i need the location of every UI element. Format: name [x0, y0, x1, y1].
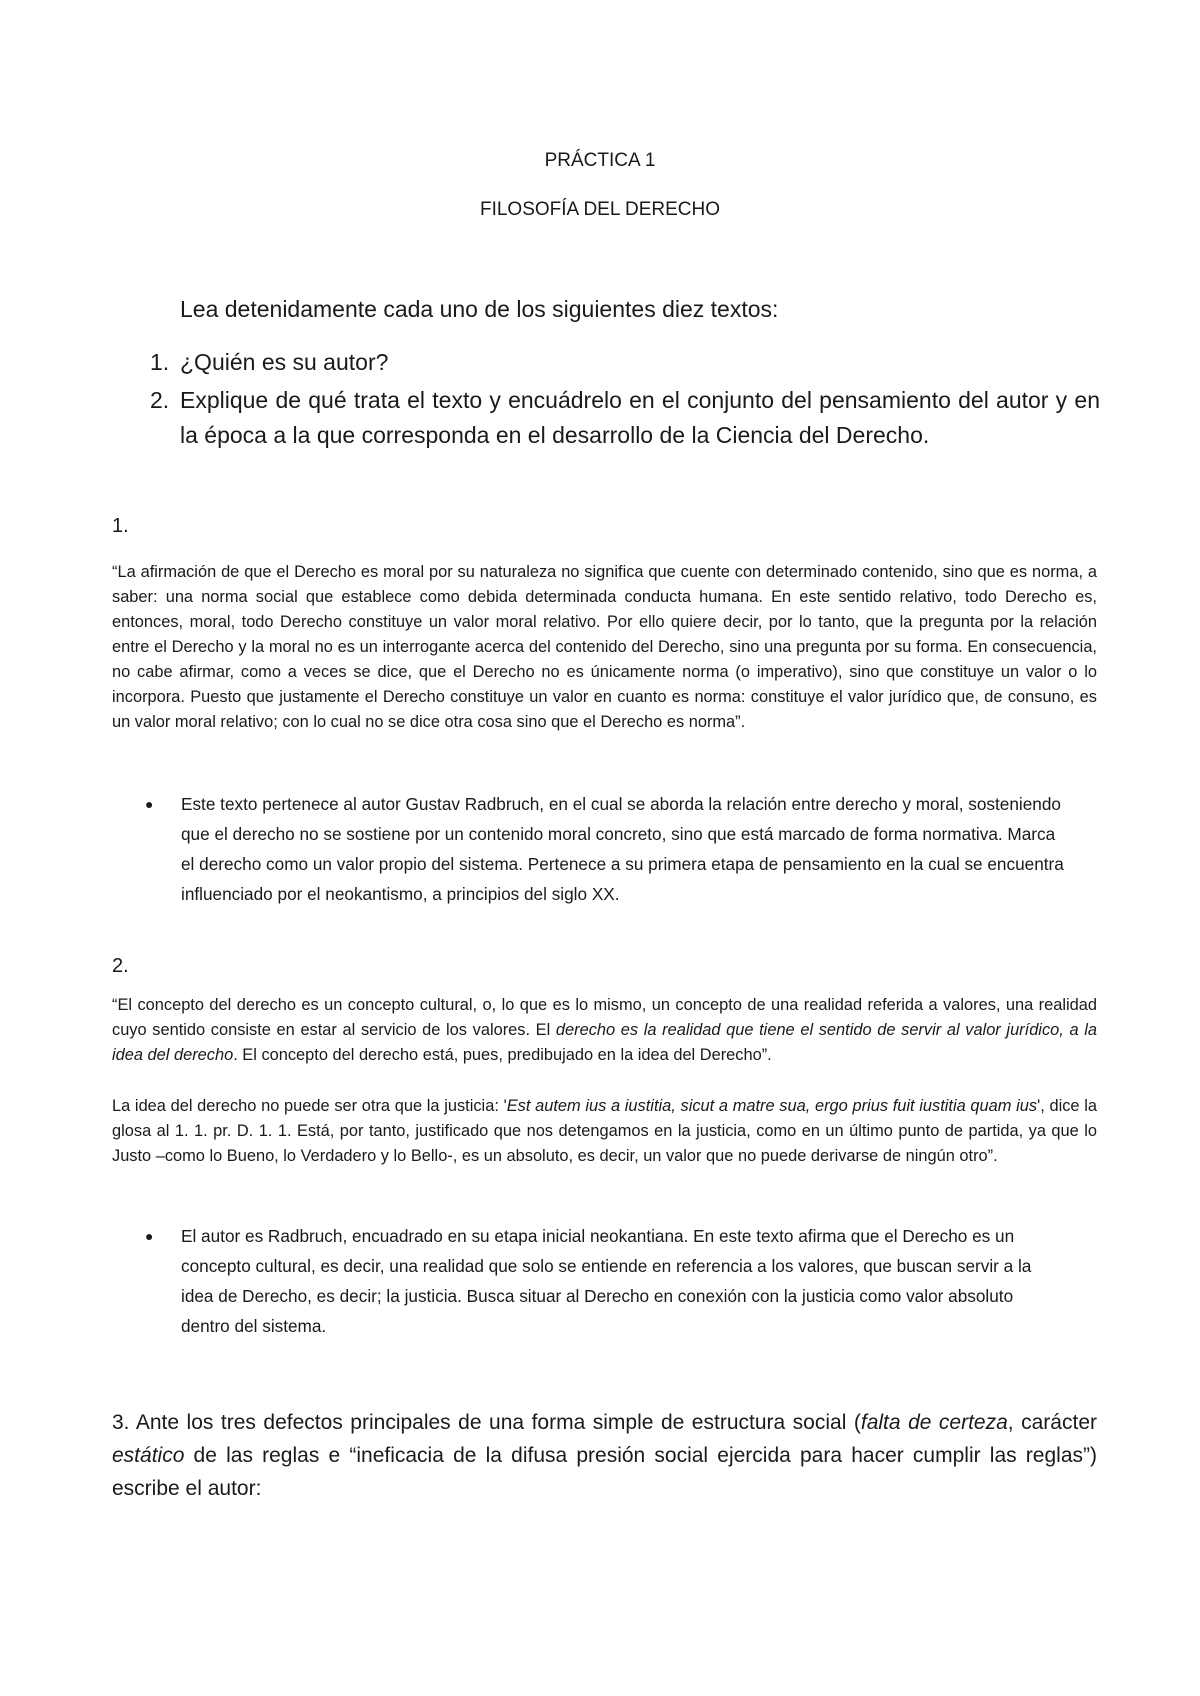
- section-2-quote: [112, 993, 1097, 1068]
- quote-text: “El concepto del derecho es un concepto cultural, o, lo que es lo mismo, un concepto de una realidad referida a valores, una realidad cuyo sentido consiste en estar al servicio de los valores. El: [112, 996, 1097, 1039]
- latin-quote: Est autem ius a iustitia, sicut a matre sua, ergo prius fuit iustitia quam ius: [506, 1097, 1038, 1115]
- section-2-answer: [145, 1221, 1065, 1341]
- question-item: [150, 345, 1100, 380]
- section-2-quote-continued: [112, 1094, 1097, 1169]
- section-3-heading: [112, 1406, 1097, 1505]
- section-2-answer-text: El autor es Radbruch, encuadrado en su etapa inicial neokantiana. En este texto afirma que el Derecho es un concepto cultural, es decir, una realidad que solo se entiende en referencia a los valores, que buscan servir a la idea de Derecho, es decir; la justicia. Busca situar al Derecho en conexión con la justicia como valor absoluto dentro del sistema.: [181, 1226, 1032, 1336]
- bullet-icon: ●: [145, 796, 154, 812]
- page-subtitle: FILOSOFÍA DEL DERECHO: [479, 199, 720, 220]
- section-2-number: 2.: [112, 955, 129, 977]
- heading-text: de las reglas e “ineficacia de la difusa presión social ejercida para hacer cumplir las reglas”) escribe el autor:: [112, 1444, 1097, 1500]
- question-item: [150, 383, 1100, 453]
- heading-emphasis: falta de certeza: [860, 1411, 1008, 1434]
- heading-text: , carácter: [1007, 1411, 1097, 1434]
- question-number: 1.: [150, 349, 170, 375]
- heading-text: 3. Ante los tres defectos principales de una forma simple de estructura social (: [112, 1411, 861, 1434]
- instructions-intro: Lea detenidamente cada uno de los siguientes diez textos:: [180, 296, 779, 322]
- quote-emphasis: derecho es la realidad que tiene el sentido de servir al valor jurídico, a la idea del derecho: [112, 1021, 1097, 1064]
- question-text: ¿Quién es su autor?: [180, 349, 389, 375]
- section-1-number: 1.: [112, 515, 129, 537]
- quote-text: La idea del derecho no puede ser otra que la justicia: ': [112, 1097, 507, 1115]
- section-1-quote: “La afirmación de que el Derecho es moral por su naturaleza no significa que cuente con determinado contenido, sino que es norma, a saber: una norma social que establece como debida determinada conducta humana. En este sentido relativo, todo Derecho es, entonces, moral, todo Derecho constituye un valor moral relativo. Por ello quiere decir, por lo tanto, que la pregunta por la relación entre el Derecho y la moral no es un interrogante acerca del contenido del Derecho, sino una pregunta por su forma. En consecuencia, no cabe afirmar, como a veces se dice, que el Derecho no es únicamente norma (o imperativo), sino que constituye un valor o lo incorpora. Puesto que justamente el Derecho constituye un valor en cuanto es norma: constituye el valor jurídico que, de consuno, es un valor moral relativo; con lo cual no se dice otra cosa sino que el Derecho es norma”.: [112, 563, 1097, 731]
- page-title: PRÁCTICA 1: [544, 150, 656, 171]
- heading-emphasis: estático: [112, 1444, 185, 1467]
- question-number: 2.: [150, 387, 170, 413]
- section-1-answer-text: Este texto pertenece al autor Gustav Radbruch, en el cual se aborda la relación entre derecho y moral, sosteniendo que el derecho no se sostiene por un contenido moral concreto, sino que está marcado de forma normativa. Marca el derecho como un valor propio del sistema. Pertenece a su primera etapa de pensamiento en la cual se encuentra influenciado por el neokantismo, a principios del siglo XX.: [181, 794, 1064, 904]
- section-1-answer: [145, 789, 1065, 909]
- quote-text: . El concepto del derecho está, pues, predibujado en la idea del Derecho”.: [233, 1046, 772, 1064]
- quote-text: ', dice la glosa al 1. 1. pr. D. 1. 1. Está, por tanto, justificado que nos detengamos en la justicia, como en un último punto de partida, ya que lo Justo –como lo Bueno, lo Verdadero y lo Bello-, es un absoluto, es decir, un valor que no puede derivarse de ningún otro”.: [112, 1097, 1097, 1165]
- question-list: [150, 345, 1100, 456]
- bullet-icon: ●: [145, 1228, 154, 1244]
- question-text: Explique de qué trata el texto y encuádrelo en el conjunto del pensamiento del autor y en la época a la que corresponda en el desarrollo de la Ciencia del Derecho.: [180, 387, 1100, 448]
